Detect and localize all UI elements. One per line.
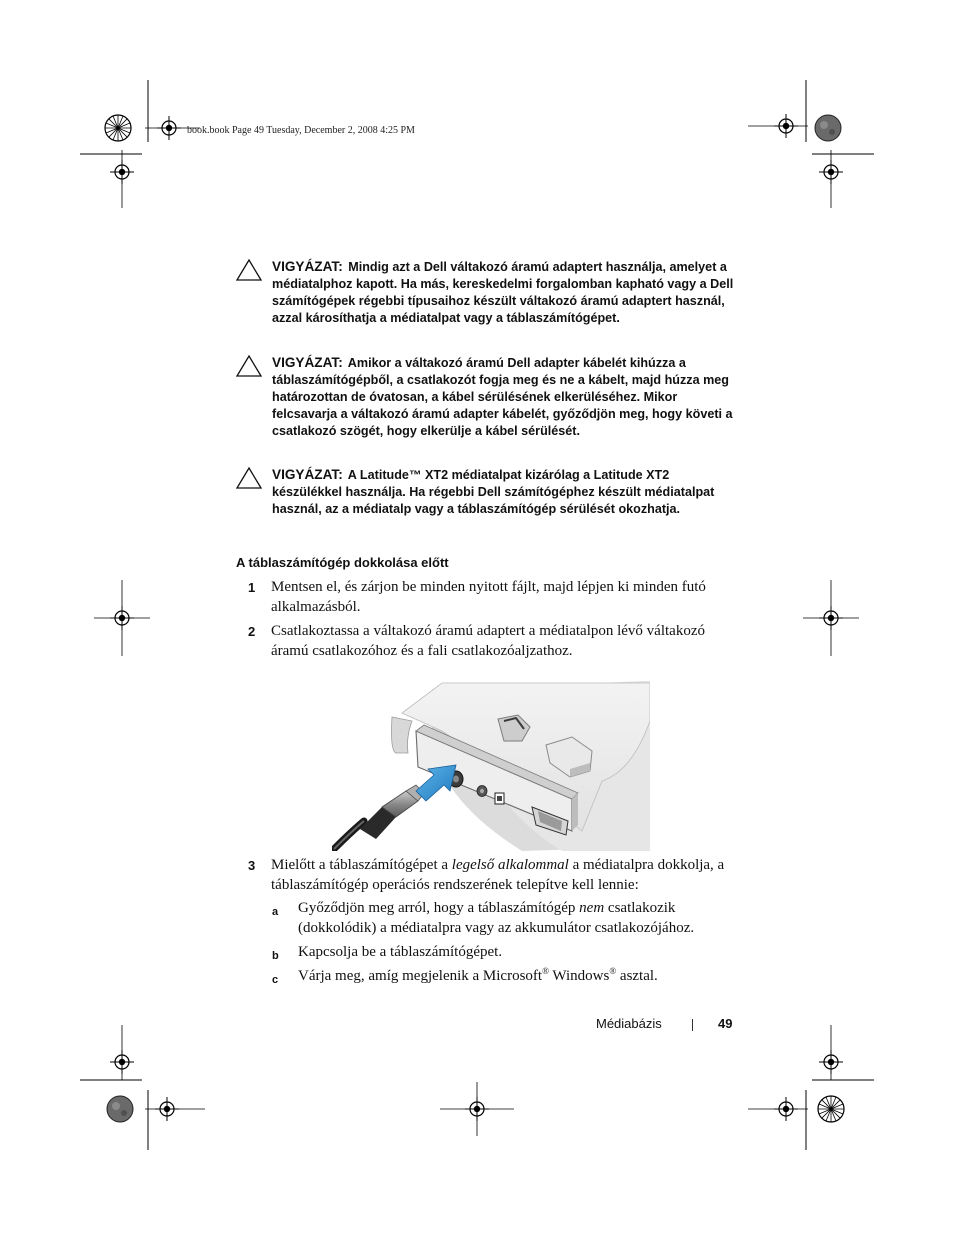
caution-label: VIGYÁZAT: (272, 467, 343, 482)
substep-text-3: asztal. (616, 968, 658, 984)
gray-disc-mark-bottom-left (107, 1096, 133, 1122)
substep-letter: b (272, 950, 279, 962)
registered-mark: ® (609, 966, 617, 976)
caution-label: VIGYÁZAT: (272, 355, 343, 370)
step-text-after: a médiatalpra dokkolja, a táblaszámítógép operációs rendszerének telepítve kell lennie: (271, 857, 725, 893)
step-number: 2 (248, 624, 256, 639)
step-text: Mentsen el, és zárjon be minden nyitott fájlt, majd lépjen ki minden futó alkalmazásból. (271, 579, 706, 615)
substep-letter: c (272, 974, 279, 986)
substep-text-emphasis: nem (579, 900, 605, 916)
footer-page-number: 49 (718, 1016, 733, 1031)
starburst-mark-top-left (105, 115, 131, 141)
footer-separator (692, 1019, 693, 1031)
starburst-mark-bottom-right (818, 1096, 844, 1122)
caution-text: A Latitude™ XT2 médiatalpat kizárólag a Latitude XT2 készülékkel használja. Ha régebbi Dell számítógéphez készült médiatalpat használ, az a médiatalp vagy a táblaszámítógép sérülését okozhatja. (272, 468, 715, 517)
gray-disc-mark-top-right (815, 115, 841, 141)
registered-mark: ® (542, 966, 549, 976)
substep-letter: a (272, 906, 279, 918)
substep-text-2: Windows (548, 968, 610, 984)
caution-text: Amikor a váltakozó áramú Dell adapter kábelét kihúzza a táblaszámítógépből, a csatlakozót fogja meg és ne a kábelt, majd húzza meg határozottan de óvatosan, a kábel sérülésének elkerüléséhez. Mikor felcsavarja a váltakozó áramú adapter kábelét, győződjön meg, hogy követi a csatlakozó szögét, hogy elkerülje a kábel sérülését. (272, 356, 733, 439)
print-header-info: book.book Page 49 Tuesday, December 2, 2008 4:25 PM (187, 125, 415, 136)
step-3 (248, 856, 738, 895)
substep-text-1: Várja meg, amíg megjelenik a Microsoft (298, 968, 543, 984)
step-2 (248, 622, 738, 661)
section-title: A táblaszámítógép dokkolása előtt (236, 555, 449, 570)
substep-b (272, 943, 742, 963)
caution-block-1 (236, 258, 740, 327)
substep-a (272, 899, 742, 938)
substep-text: Kapcsolja be a táblaszámítógépet. (298, 944, 503, 960)
step-number: 1 (248, 580, 256, 595)
caution-triangle-icon (236, 467, 262, 489)
step-1 (248, 578, 738, 617)
substep-c (272, 967, 742, 987)
media-base-ac-adapter-illustration (332, 681, 650, 851)
caution-triangle-icon (236, 259, 262, 281)
caution-label: VIGYÁZAT: (272, 259, 343, 274)
caution-block-3 (236, 466, 740, 518)
substep-text-before: Győződjön meg arról, hogy a táblaszámítógép (298, 900, 580, 916)
step-number: 3 (248, 858, 256, 873)
substep-text-after: csatlakozik (dokkolódik) a médiatalpra vagy az akkumulátor csatlakozójához. (298, 900, 695, 936)
footer-chapter-title: Médiabázis (596, 1016, 662, 1031)
step-text-emphasis: legelső alkalommal (451, 857, 569, 873)
caution-text: Mindig azt a Dell váltakozó áramú adaptert használja, amelyet a médiatalphoz kapott. Ha más, kereskedelmi forgalomban kapható vagy a Dell számítógépek régebbi típusaihoz készült váltakozó áramú adaptert használ, azzal károsíthatja a médiatalpat vagy a táblaszámítógépet. (272, 260, 734, 326)
step-text: Csatlakoztassa a váltakozó áramú adaptert a médiatalpon lévő váltakozó áramú csatlakozóhoz és a fali csatlakozóaljzathoz. (271, 623, 705, 659)
caution-triangle-icon (236, 355, 262, 377)
caution-block-2 (236, 354, 740, 440)
step-text-before: Mielőtt a táblaszámítógépet a (271, 857, 452, 873)
